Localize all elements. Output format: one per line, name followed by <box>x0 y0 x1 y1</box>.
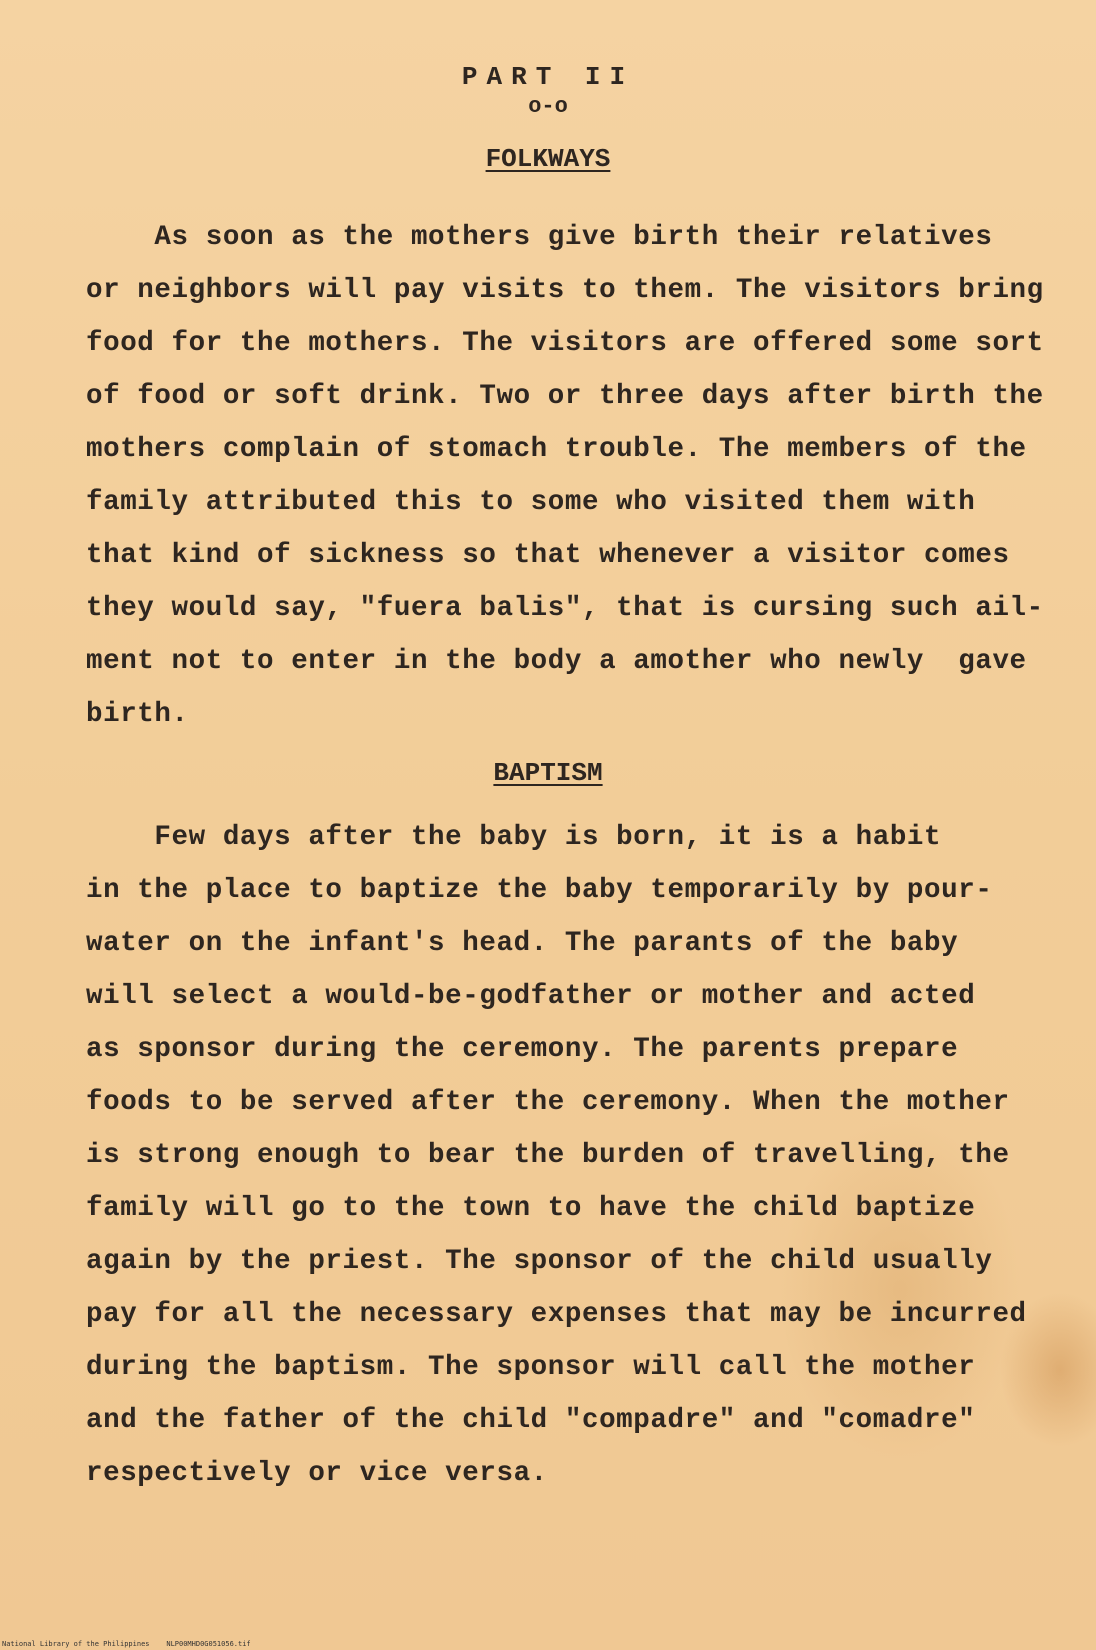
baptism-line: family will go to the town to have the child baptize <box>86 1193 976 1224</box>
baptism-line: respectively or vice versa. <box>86 1458 548 1489</box>
folkways-line: or neighbors will pay visits to them. The visitors bring <box>86 275 1044 306</box>
baptism-line: during the baptism. The sponsor will call the mother <box>86 1352 976 1383</box>
baptism-line: is strong enough to bear the burden of travelling, the <box>86 1140 1010 1171</box>
baptism-line: as sponsor during the ceremony. The parents prepare <box>86 1034 959 1065</box>
folkways-line: mothers complain of stomach trouble. The members of the <box>86 434 1027 465</box>
baptism-line: will select a would-be-godfather or mother and acted <box>86 981 976 1012</box>
folkways-line: ment not to enter in the body a amother who newly gave <box>86 646 1027 677</box>
folkways-line: that kind of sickness so that whenever a visitor comes <box>86 540 1010 571</box>
folkways-line: birth. <box>86 699 189 730</box>
archive-footer: National Library of the Philippines NLP00MHD0G051056.tif <box>2 1640 251 1648</box>
folkways-line: of food or soft drink. Two or three days after birth the <box>86 381 1044 412</box>
folkways-line: family attributed this to some who visited them with <box>86 487 976 518</box>
baptism-line: water on the infant's head. The parants of the baby <box>86 928 959 959</box>
baptism-line: Few days after the baby is born, it is a habit <box>86 822 942 853</box>
folkways-line: food for the mothers. The visitors are offered some sort <box>86 328 1044 359</box>
folkways-title: FOLKWAYS <box>485 144 611 174</box>
baptism-line: again by the priest. The sponsor of the child usually <box>86 1246 993 1277</box>
part-heading: PART II <box>461 62 635 92</box>
baptism-line: foods to be served after the ceremony. When the mother <box>86 1087 1010 1118</box>
folkways-line: they would say, "fuera balis", that is cursing such ail- <box>86 593 1044 624</box>
baptism-line: in the place to baptize the baby temporarily by pour- <box>86 875 993 906</box>
heading-divider: o-o <box>528 94 568 119</box>
folkways-line: As soon as the mothers give birth their relatives <box>86 222 993 253</box>
baptism-line: and the father of the child "compadre" and "comadre" <box>86 1405 976 1436</box>
baptism-title: BAPTISM <box>493 758 603 788</box>
baptism-line: pay for all the necessary expenses that may be incurred <box>86 1299 1027 1330</box>
